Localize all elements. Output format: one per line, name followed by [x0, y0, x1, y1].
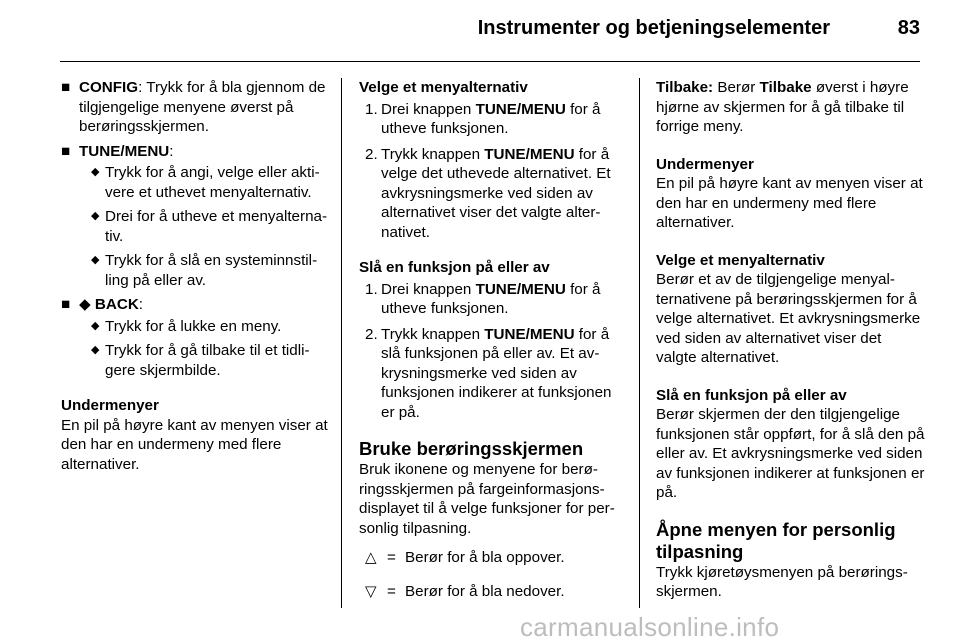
- list-item-text: Trykk for å slå en systeminnstilling på eller av.: [105, 252, 318, 289]
- list-item-text: Drei for å utheve et menyalternativ.: [105, 208, 328, 245]
- step-text: for å velge det uthevede alternativet. Et avkrysningsmerke ved siden av alternativet viser det valgte alternativet.: [381, 145, 611, 241]
- column-divider-2: [639, 78, 640, 608]
- section-heading: Velge et menyalternativ: [656, 251, 825, 269]
- step-number: 1.: [365, 280, 378, 298]
- column-1: [61, 78, 331, 474]
- numbered-step: [359, 100, 629, 139]
- step-text: Trykk knappen: [381, 325, 485, 343]
- config-text: : Trykk for å bla gjennom de tilgjengelige menyene øverst på berøringsskjermen.: [79, 79, 326, 135]
- paragraph: En pil på høyre kant av menyen viser at den har en undermeny med flere alternativer.: [656, 175, 923, 231]
- watermark: carmanualsonline.info: [520, 612, 780, 642]
- major-heading: Åpne menyen for personlig tilpasning: [656, 518, 896, 562]
- step-key: TUNE/MENU: [475, 280, 566, 298]
- numbered-step: [359, 325, 629, 423]
- tilbake-text: Berør: [713, 79, 760, 96]
- section-heading: Undermenyer: [61, 397, 159, 414]
- back-item: [61, 295, 331, 380]
- tilbake-key: Tilbake: [759, 79, 812, 96]
- symbol-description: Berør for å bla nedover.: [405, 582, 565, 600]
- header-divider: [60, 61, 920, 62]
- tune-menu-label: TUNE/MENU: [79, 142, 170, 160]
- scroll-down-icon: ▽: [365, 582, 377, 600]
- back-arrow-icon: ◆: [79, 296, 91, 313]
- list-item: [79, 341, 331, 380]
- square-bullet-icon: ■: [61, 296, 71, 313]
- step-text: Drei knappen: [381, 100, 476, 118]
- list-item: [79, 251, 331, 290]
- section-heading: Velge et menyalternativ: [359, 79, 528, 96]
- paragraph: Bruk ikonene og menyene for berøringsskjermen på fargeinformasjonsdisplayet til å velge funksjoner for personlig tilpasning.: [359, 461, 615, 537]
- back-label: BACK: [94, 296, 139, 313]
- section-heading: Slå en funksjon på eller av: [656, 386, 847, 404]
- list-item: [79, 317, 331, 337]
- step-key: TUNE/MENU: [484, 325, 575, 343]
- scroll-up-icon: △: [365, 549, 377, 566]
- back-colon: :: [138, 296, 144, 313]
- list-item: [79, 163, 331, 202]
- step-text: for å utheve funksjonen.: [381, 280, 601, 317]
- tilbake-text: øverst i høyre hjørne av skjermen for å gå tilbake til forrige meny.: [656, 79, 909, 135]
- step-key: TUNE/MENU: [484, 145, 575, 163]
- paragraph: Trykk kjøretøysmenyen på berøringsskjermen.: [656, 563, 908, 600]
- column-2: [359, 78, 629, 615]
- step-text: Drei knappen: [381, 280, 476, 298]
- diamond-bullet-icon: ◆: [91, 319, 100, 332]
- paragraph: En pil på høyre kant av menyen viser at den har en undermeny med flere alternativer.: [61, 416, 328, 473]
- equals-sign: =: [387, 549, 396, 566]
- numbered-step: [359, 280, 629, 319]
- column-divider-1: [341, 78, 342, 608]
- diamond-bullet-icon: ◆: [91, 344, 100, 356]
- step-text: Trykk knappen: [381, 145, 485, 163]
- column-3: [656, 78, 926, 602]
- step-number: 2.: [365, 145, 378, 163]
- step-text: for å utheve funksjonen.: [381, 100, 601, 137]
- symbol-row-down: [359, 582, 629, 602]
- paragraph: Berør skjermen der den tilgjengelige funksjonen står oppført, for å slå den på eller av. Et avkrysningsmerke ved siden av funksjonen indikerer at funksjonen er på.: [656, 406, 925, 501]
- diamond-bullet-icon: ◆: [91, 166, 100, 178]
- symbol-description: Berør for å bla oppover.: [405, 549, 565, 566]
- list-item-text: Trykk for å angi, velge eller aktivere et uthevet menyalternativ.: [105, 164, 320, 201]
- square-bullet-icon: ■: [61, 142, 71, 160]
- tune-menu-colon: :: [169, 142, 174, 160]
- list-item: [79, 207, 331, 246]
- symbol-row-up: [359, 548, 629, 568]
- page-number: 83: [897, 17, 920, 39]
- diamond-bullet-icon: ◆: [91, 254, 100, 266]
- tilbake-label: Tilbake:: [656, 79, 714, 96]
- diamond-bullet-icon: ◆: [91, 210, 100, 222]
- config-item: [61, 78, 331, 137]
- paragraph: Berør et av de tilgjengelige menyalternativene på berøringsskjermen for å velge alternativet. Et avkrysningsmerke ved siden av alternativet viser det valgte alternativet.: [656, 271, 921, 366]
- step-number: 1.: [365, 100, 378, 118]
- numbered-step: [359, 145, 629, 243]
- equals-sign: =: [387, 582, 396, 600]
- page-title: Instrumenter og betjeningselementer: [477, 17, 830, 39]
- major-heading: Bruke berøringsskjermen: [359, 438, 584, 459]
- section-heading: Slå en funksjon på eller av: [359, 259, 550, 276]
- step-text: for å slå funksjonen på eller av. Et avkrysningsmerke ved siden av funksjonen indikerer at funksjonen er på.: [381, 325, 612, 421]
- list-item-text: Trykk for å lukke en meny.: [105, 317, 282, 335]
- section-heading: Undermenyer: [656, 155, 754, 173]
- tune-menu-item: [61, 142, 331, 291]
- step-number: 2.: [365, 325, 378, 343]
- square-bullet-icon: ■: [61, 79, 71, 96]
- step-key: TUNE/MENU: [475, 100, 566, 118]
- paragraph: [656, 78, 926, 137]
- page-header: [0, 0, 960, 64]
- list-item-text: Trykk for å gå tilbake til et tidligere skjermbilde.: [105, 342, 310, 379]
- config-label: CONFIG: [79, 79, 139, 96]
